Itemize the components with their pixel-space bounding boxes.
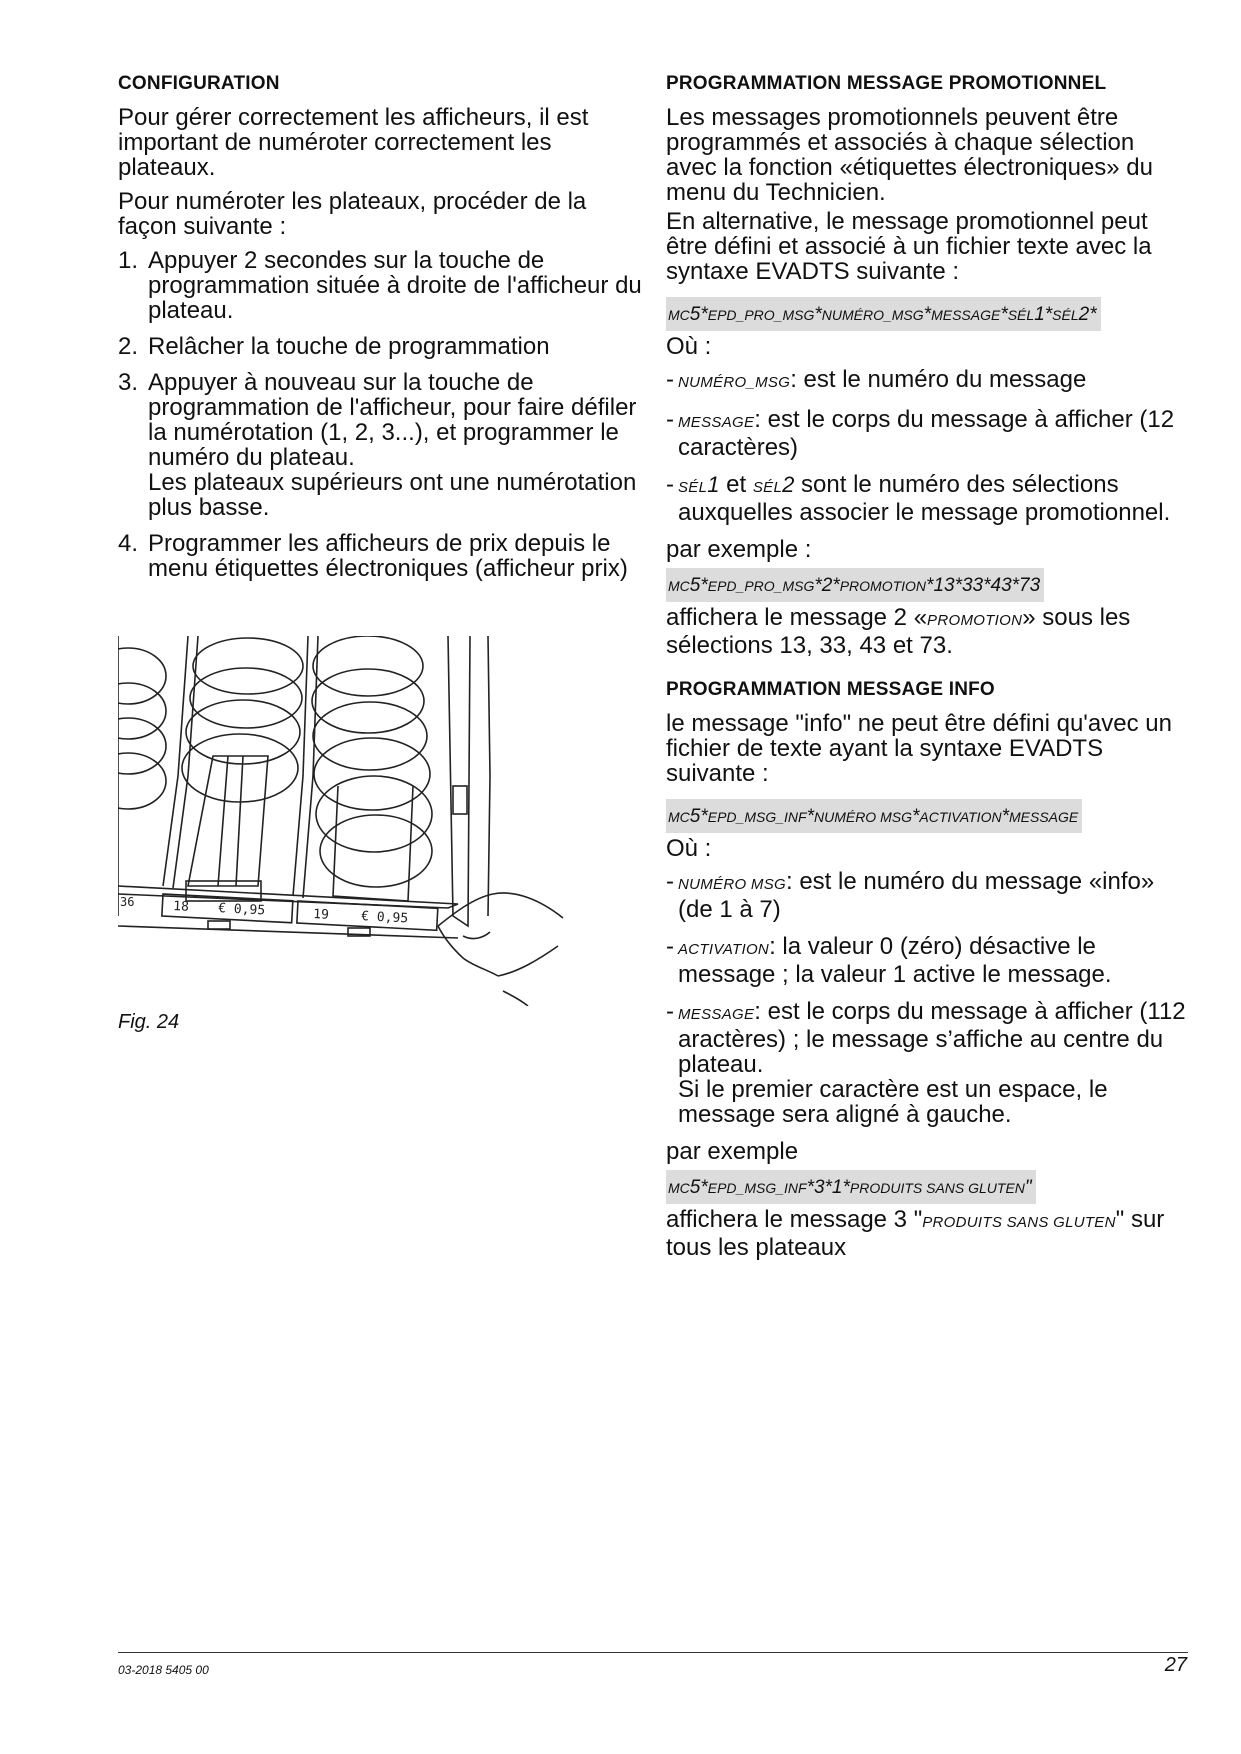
section-heading-promo: PROGRAMMATION MESSAGE PROMOTIONNEL: [666, 73, 1107, 94]
paragraph: par exemple: [666, 1138, 799, 1165]
right-column: [666, 72, 1186, 1269]
page-number: 27: [1164, 1654, 1187, 1676]
figure-vending-trays: [118, 636, 578, 1006]
step-text: Appuyer 2 secondes sur la touche de programmation située à droite de l'afficheur du plateau.: [148, 247, 642, 324]
price-label: € 0,95: [360, 909, 409, 927]
paragraph: le message "info" ne peut être défini qu'avec un fichier de texte ayant la syntaxe EVADTS suivante :: [666, 710, 1172, 787]
list-item: - ACTIVATION: la valeur 0 (zéro) désactive le message ; la valeur 1 active le message.: [666, 933, 1112, 988]
step-text: Relâcher la touche de programmation: [148, 333, 550, 360]
paragraph: Pour numéroter les plateaux, procéder de la façon suivante :: [118, 188, 587, 240]
price-label: € 0,95: [217, 901, 266, 919]
tray-label-36: 36: [120, 895, 135, 909]
paragraph: par exemple :: [666, 536, 812, 563]
step-number: 4.: [118, 530, 139, 557]
list-item: [118, 334, 643, 359]
list-item: - SÉL1 et SÉL2 sont le numéro des sélections auxquelles associer le message promotionnel.: [666, 471, 1171, 526]
list-item: - NUMÉRO MSG: est le numéro du message «info» (de 1 à 7): [666, 868, 1155, 923]
step-number: 1.: [118, 247, 139, 274]
paragraph: Pour gérer correctement les afficheurs, il est important de numéroter correctement les plateaux.: [118, 104, 589, 181]
definitions-list: [666, 869, 1186, 1127]
footer-divider: [118, 1652, 1188, 1653]
paragraph: Les messages promotionnels peuvent être programmés et associés à chaque sélection avec la fonction «étiquettes électroniques» du menu du Technicien.: [666, 104, 1153, 206]
steps-list: [118, 248, 643, 581]
step-text: Programmer les afficheurs de prix depuis le menu étiquettes électroniques (afficheur prix): [148, 530, 628, 582]
step-number: 2.: [118, 333, 139, 360]
paragraph: affichera le message 2 «PROMOTION» sous les sélections 13, 33, 43 et 73.: [666, 604, 1131, 659]
list-item: - NUMÉRO_MSG: est le numéro du message: [666, 366, 1087, 393]
code-example-info: MC5*EPD_MSG_INF*3*1*PRODUITS SANS GLUTEN": [666, 1170, 1036, 1204]
code-syntax-promo: MC5*EPD_PRO_MSG*NUMÉRO_MSG*MESSAGE*SÉL1*SÉL2*: [666, 297, 1101, 331]
section-heading-info: PROGRAMMATION MESSAGE INFO: [666, 679, 995, 700]
step-text: Appuyer à nouveau sur la touche de programmation de l'afficheur, pour faire défiler la numérotation (1, 2, 3...), et programmer le numéro du plateau.: [148, 369, 637, 471]
paragraph: Où :: [666, 835, 712, 862]
step-number: 3.: [118, 369, 139, 396]
tray-label-18: 18: [172, 899, 190, 915]
list-item: [118, 248, 643, 323]
paragraph: affichera le message 3 "PRODUITS SANS GLUTEN" sur tous les plateaux: [666, 1206, 1165, 1261]
document-code: 03-2018 5405 00: [118, 1663, 209, 1677]
definitions-list: [666, 367, 1186, 525]
code-syntax-info: MC5*EPD_MSG_INF*NUMÉRO MSG*ACTIVATION*MESSAGE: [666, 799, 1082, 833]
tray-label-19: 19: [312, 907, 330, 923]
list-item: - MESSAGE: est le corps du message à afficher (112 aractères) ; le message s’affiche au centre du plateau. Si le premier caractère est un espace, le message sera aligné à gauche.: [666, 998, 1186, 1128]
paragraph: Où :: [666, 333, 712, 360]
step-note: Les plateaux supérieurs ont une numérotation plus basse.: [148, 469, 637, 521]
paragraph: En alternative, le message promotionnel peut être défini et associé à un fichier texte avec la syntaxe EVADTS suivante :: [666, 208, 1152, 285]
list-item: [118, 531, 643, 581]
list-item: - MESSAGE: est le corps du message à afficher (12 caractères): [666, 406, 1175, 461]
code-example-promo: MC5*EPD_PRO_MSG*2*PROMOTION*13*33*43*73: [666, 568, 1044, 602]
figure-caption: Fig. 24: [118, 1011, 180, 1033]
list-item: [118, 370, 643, 520]
section-heading-configuration: CONFIGURATION: [118, 73, 280, 94]
tray-illustration: [118, 636, 578, 1006]
left-column: [118, 72, 643, 592]
